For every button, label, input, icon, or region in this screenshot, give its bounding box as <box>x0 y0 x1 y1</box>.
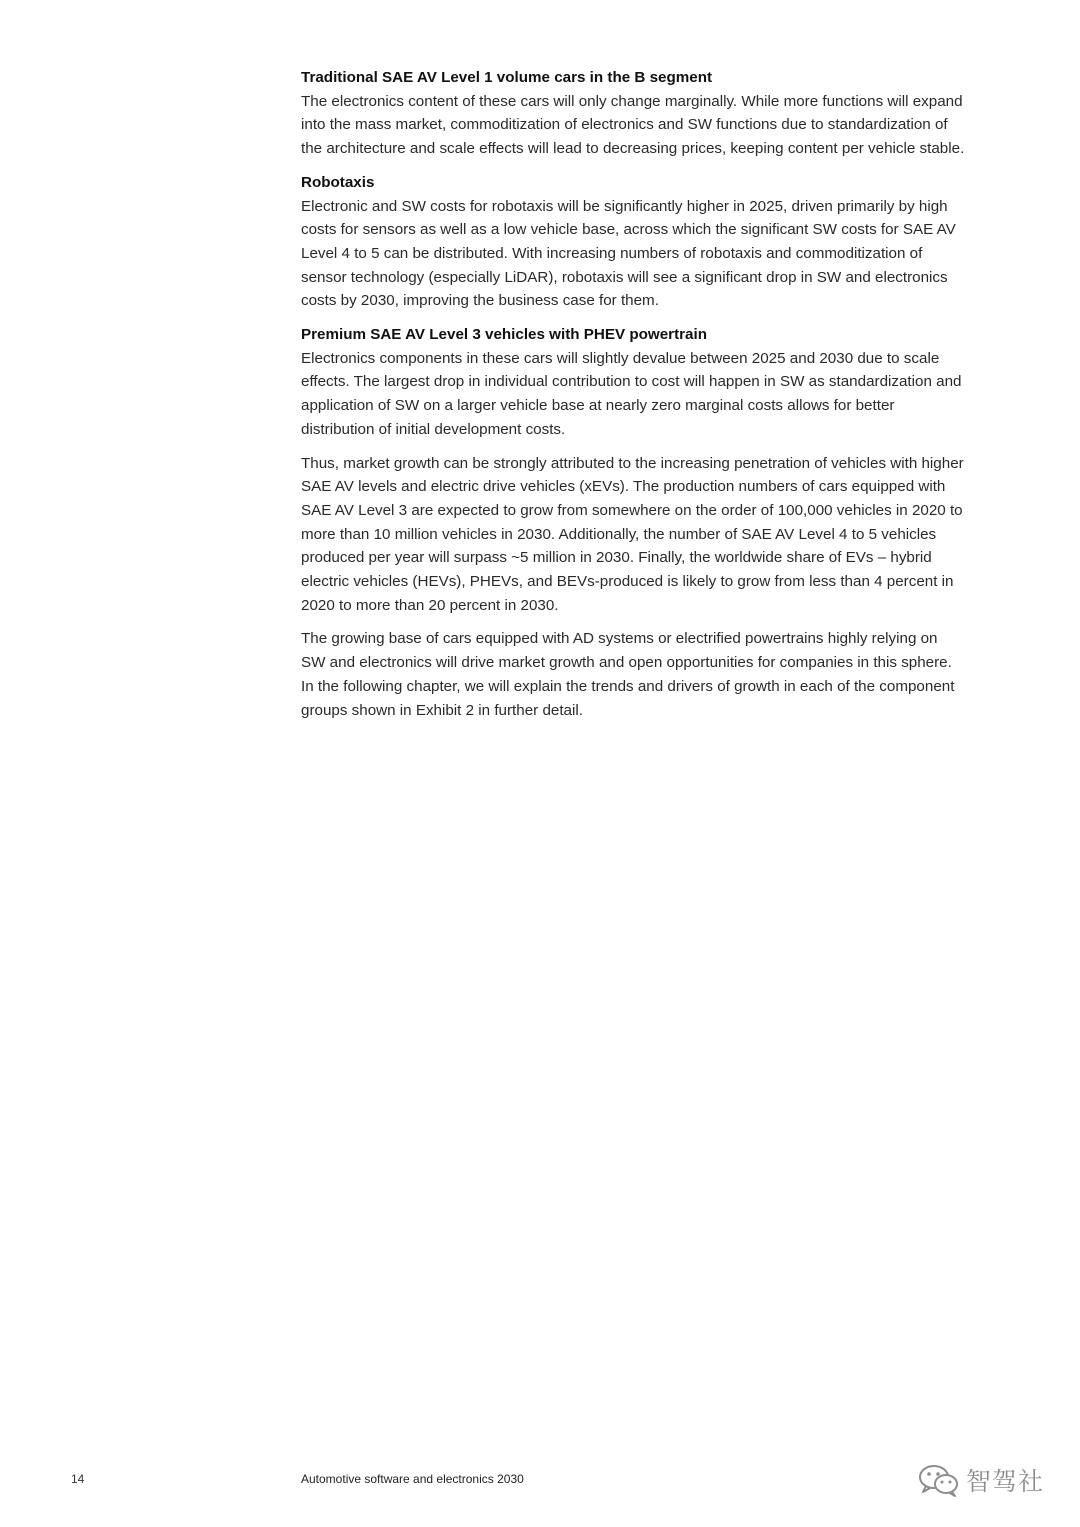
section-robotaxis <box>301 171 965 313</box>
wechat-icon <box>918 1463 960 1497</box>
section-b-segment <box>301 66 965 161</box>
section-text: Electronic and SW costs for robotaxis will be significantly higher in 2025, driven primarily by high costs for sensors as well as a low vehicle base, across which the significant SW costs for SAE AV Level 4 to 5 can be distributed. With increasing numbers of robotaxis and commoditization of sensor technology (especially LiDAR), robotaxis will see a significant drop in SW and electronics costs by 2030, improving the business case for them. <box>301 197 956 310</box>
watermark <box>918 1460 1044 1500</box>
paragraph-growing-base: The growing base of cars equipped with AD systems or electrified powertrains highly relying on SW and electronics will drive market growth and open opportunities for companies in this sphere. In the following chapter, we will explain the trends and drivers of growth in each of the component groups shown in Exhibit 2 in further detail. <box>301 630 955 719</box>
section-premium-l3 <box>301 323 965 442</box>
section-text: The electronics content of these cars will only change marginally. While more functions will expand into the mass market, commoditization of electronics and SW functions due to standardization of the architecture and scale effects will lead to decreasing prices, keeping content per vehicle stable. <box>301 92 965 158</box>
paragraph-market-growth: Thus, market growth can be strongly attributed to the increasing penetration of vehicles with higher SAE AV levels and electric drive vehicles (xEVs). The production numbers of cars equipped with SAE AV Level 3 are expected to grow from somewhere on the order of 100,000 vehicles in 2020 to more than 10 million vehicles in 2030. Additionally, the number of SAE AV Level 4 to 5 vehicles produced per year will surpass ~5 million in 2030. Finally, the worldwide share of EVs – hybrid electric vehicles (HEVs), PHEVs, and BEVs-produced is likely to grow from less than 4 percent in 2020 to more than 20 percent in 2030. <box>301 454 964 614</box>
section-heading: Premium SAE AV Level 3 vehicles with PHEV powertrain <box>301 326 707 344</box>
section-heading: Traditional SAE AV Level 1 volume cars in the B segment <box>301 69 713 86</box>
page-number: 14 <box>71 1472 85 1486</box>
section-heading: Robotaxis <box>301 173 375 191</box>
publication-title: Automotive software and electronics 2030 <box>301 1472 524 1486</box>
article-body <box>301 66 965 732</box>
section-text: Electronics components in these cars will slightly devalue between 2025 and 2030 due to scale effects. The largest drop in individual contribution to cost will happen in SW as standardization and application of SW on a larger vehicle base at nearly zero marginal costs allows for better distribution of initial development costs. <box>301 349 962 438</box>
watermark-text: 智驾社 <box>966 1468 1045 1496</box>
